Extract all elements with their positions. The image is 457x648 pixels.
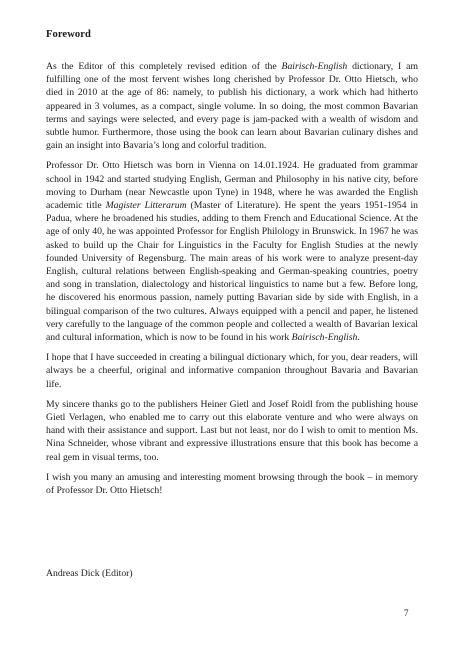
text-run: My sincere thanks go to the publishers Heiner Gietl and Josef Roidl from the publishing house Gietl Verlagen, who enabled me to carry out this elaborate venture and who were always on hand with their assistance and support. Last but not least, nor do I wish to omit to mention Ms. Nina Schneider, whose vibrant and expressive illustrations ensure that this book has become a real gem in visual terms, too. <box>46 398 418 463</box>
text-run: dictionary, I am fulfilling one of the most fervent wishes long cherished by Professor Dr. Otto Hietsch, who died in 2010 at the age of 86: namely, to publish his dictionary, a work which had hitherto appeared in 3 volumes, as a compact, single volume. In so doing, the most common Bavarian terms and sayings were selected, and every page is jam-packed with a wealth of wisdom and subtle humor. Furthermore, those using the book can learn about Bavarian culinary dishes and gain an insight into Bavaria’s long and colorful tradition. <box>46 61 418 152</box>
text-run: . <box>357 332 360 344</box>
paragraph-1 <box>46 60 418 152</box>
paragraph-4 <box>46 398 418 464</box>
foreword-body <box>46 60 418 504</box>
paragraph-5 <box>46 471 418 497</box>
italic-title: Magister Litterarum <box>105 200 187 212</box>
text-run: As the Editor of this completely revised edition of the <box>46 61 282 72</box>
italic-title: Bairisch-English <box>281 61 348 72</box>
paragraph-3 <box>46 351 418 391</box>
italic-title: Bairisch-English <box>291 332 358 344</box>
editor-signature: Andreas Dick (Editor) <box>46 568 133 579</box>
text-run: I hope that I have succeeded in creating a bilingual dictionary which, for you, dear readers, will always be a cheerful, original and informative companion throughout Bavaria and Bavarian life. <box>46 352 418 390</box>
paragraph-2 <box>46 159 418 344</box>
text-run: Professor Dr. Otto Hietsch was born in Vienna on 14.01.1924. He graduated from grammar school in 1942 and started studying English, German and Philosophy in his native city, before moving to Durham (near Newcastle upon Tyne) in 1948, where he was awarded the English academic title <box>46 160 418 212</box>
page-heading: Foreword <box>46 29 91 40</box>
text-run: (Master of Literature). He spent the years 1951-1954 in Padua, where he broadened his studies, adding to them French and Educational Science. At the age of only 40, he was appointed Professor for English Philology in Brunswick. In 1967 he was asked to build up the Chair for Linguistics in the Faculty for English Studies at the newly founded University of Regensburg. The main areas of his work were to analyze present-day English, cultural relations between English-speaking and German-speaking countries, poetry and song in translation, dialectology and historical linguistics to name but a few. Before long, he discovered his enormous passion, namely putting Bavarian side by side with English, in a bilingual comparison of the two cultures. Always equipped with a pencil and paper, he listened very carefully to the language of the common people and collected a wealth of Bavarian lexical and cultural information, which is now to be found in his work <box>46 200 418 344</box>
page-number: 7 <box>404 608 409 618</box>
text-run: I wish you many an amusing and interesting moment browsing through the book – in memory of Professor Dr. Otto Hietsch! <box>46 471 418 497</box>
